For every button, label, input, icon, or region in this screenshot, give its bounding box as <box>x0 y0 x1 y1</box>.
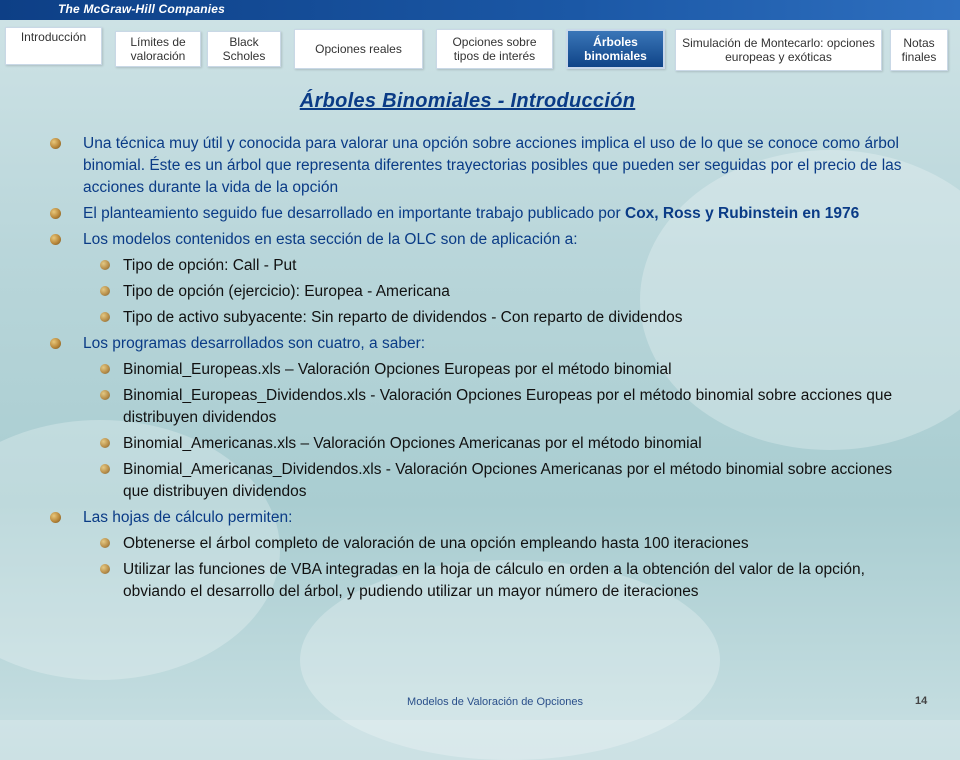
sub-bullet-icon <box>100 464 110 474</box>
bullet-item: Las hojas de cálculo permiten: <box>48 507 908 529</box>
bullet-icon <box>50 234 61 245</box>
sub-bullet-item: Tipo de activo subyacente: Sin reparto de dividendos - Con reparto de dividendos <box>48 307 908 329</box>
sub-bullet-icon <box>100 564 110 574</box>
sub-bullet-item: Binomial_Americanas_Dividendos.xls - Valoración Opciones Americanas por el método binomial sobre acciones que distribuyen dividendos <box>48 459 908 503</box>
publisher-logo: The McGraw-Hill Companies <box>58 2 226 16</box>
bullet-item: El planteamiento seguido fue desarrollado en importante trabajo publicado por Cox, Ross y Rubinstein en 1976 <box>48 203 908 225</box>
sub-bullet-icon <box>100 286 110 296</box>
nav-opciones-reales[interactable]: Opciones reales <box>294 29 423 69</box>
nav-notas-finales[interactable]: Notas finales <box>890 29 948 71</box>
bullet-icon <box>50 208 61 219</box>
sub-bullet-item: Binomial_Europeas_Dividendos.xls - Valoración Opciones Europeas por el método binomial sobre acciones que distribuyen dividendos <box>48 385 908 429</box>
bullet-icon <box>50 138 61 149</box>
bullet-item: Una técnica muy útil y conocida para valorar una opción sobre acciones implica el uso de lo que se conoce como árbol binomial. Éste es un árbol que representa diferentes trayectorias posibles que pueden ser seguidas por el precio de las acciones durante la vida de la opción <box>48 133 908 199</box>
sub-bullet-icon <box>100 390 110 400</box>
bullet-icon <box>50 338 61 349</box>
footer-text: Modelos de Valoración de Opciones <box>407 696 583 708</box>
slide-content <box>48 133 908 607</box>
sub-bullet-icon <box>100 438 110 448</box>
sub-bullet-item: Utilizar las funciones de VBA integradas en la hoja de cálculo en orden a la obtención del valor de la opción, obviando el desarrollo del árbol, y pudiendo utilizar un mayor número de iteraciones <box>48 559 908 603</box>
sub-bullet-item: Tipo de opción: Call - Put <box>48 255 908 277</box>
sub-bullet-item: Binomial_Americanas.xls – Valoración Opciones Americanas por el método binomial <box>48 433 908 455</box>
sub-bullet-item: Tipo de opción (ejercicio): Europea - Americana <box>48 281 908 303</box>
nav-simulacion-montecarlo[interactable]: Simulación de Montecarlo: opciones europeas y exóticas <box>675 29 882 71</box>
sub-bullet-icon <box>100 260 110 270</box>
sub-bullet-item: Obtenerse el árbol completo de valoración de una opción empleando hasta 100 iteraciones <box>48 533 908 555</box>
sub-bullet-icon <box>100 364 110 374</box>
nav-introduccion[interactable]: Introducción <box>5 27 102 65</box>
nav-limites-valoracion[interactable]: Límites de valoración <box>115 31 201 67</box>
page-title: Árboles Binomiales - Introducción <box>299 90 636 112</box>
nav-black-scholes[interactable]: Black Scholes <box>207 31 281 67</box>
sub-bullet-icon <box>100 538 110 548</box>
sub-bullet-item: Binomial_Europeas.xls – Valoración Opciones Europeas por el método binomial <box>48 359 908 381</box>
bullet-item: Los modelos contenidos en esta sección de la OLC son de aplicación a: <box>48 229 908 251</box>
nav-opciones-tipos-interes[interactable]: Opciones sobre tipos de interés <box>436 29 553 69</box>
header-bar <box>0 0 960 20</box>
nav-arboles-binomiales[interactable]: Árboles binomiales <box>566 29 665 69</box>
bullet-item: Los programas desarrollados son cuatro, a saber: <box>48 333 908 355</box>
bullet-icon <box>50 512 61 523</box>
sub-bullet-icon <box>100 312 110 322</box>
page-number: 14 <box>915 695 928 707</box>
